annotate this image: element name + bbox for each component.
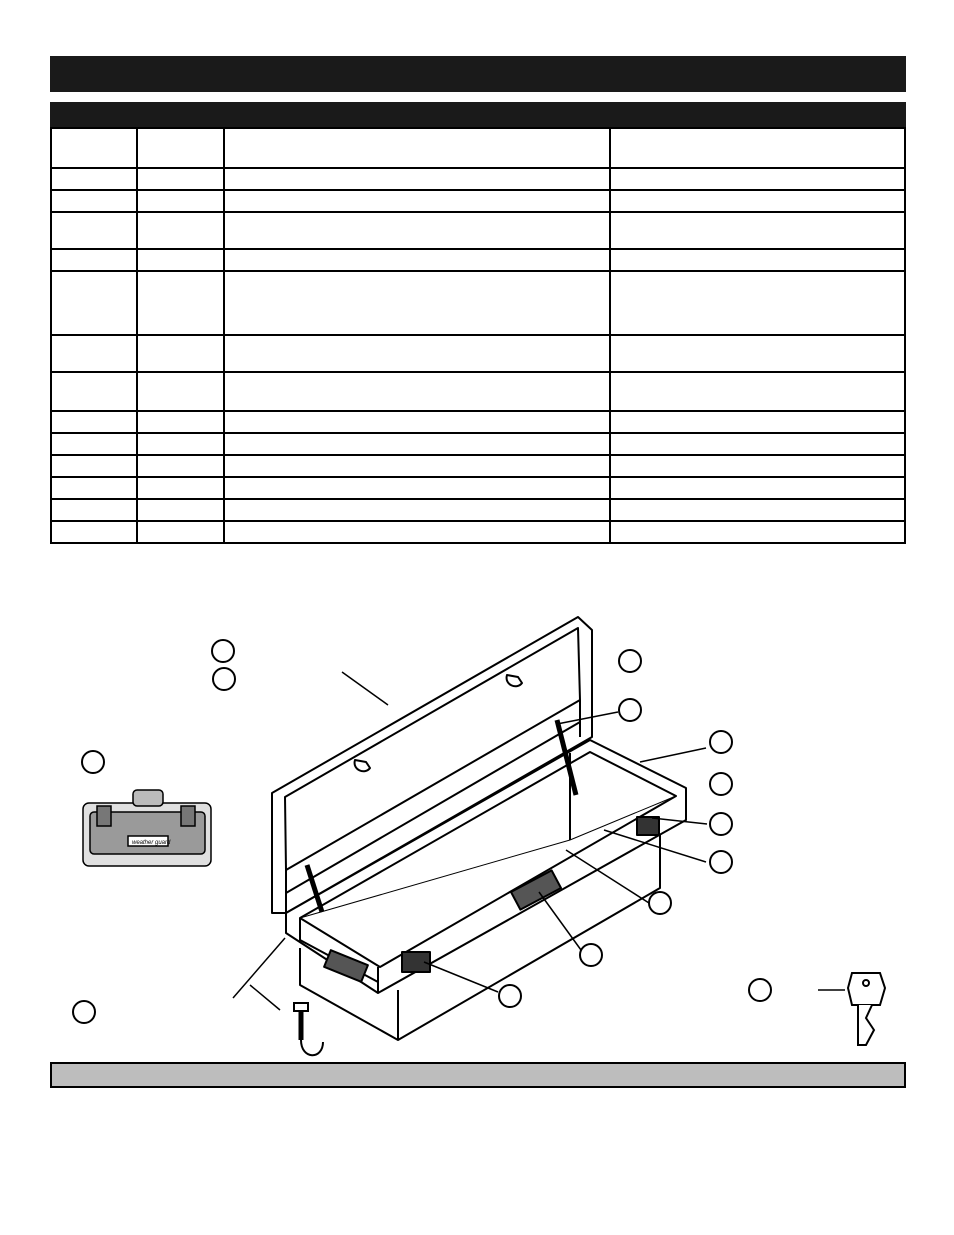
callout-marker	[619, 650, 641, 672]
table-row	[51, 372, 905, 411]
table-cell	[137, 190, 223, 212]
callout-circle	[619, 650, 641, 672]
table-cell	[610, 477, 905, 499]
callout-circle	[580, 944, 602, 966]
table-cell	[224, 372, 610, 411]
table-cell	[137, 168, 223, 190]
table-cell	[224, 433, 610, 455]
table-cell	[51, 372, 137, 411]
table-row	[51, 455, 905, 477]
callout-circle	[619, 699, 641, 721]
toolbox-exploded-diagram	[0, 590, 954, 1060]
table-cell	[51, 168, 137, 190]
table-cell	[224, 271, 610, 335]
table-row	[51, 271, 905, 335]
table-cell	[224, 190, 610, 212]
table-cell	[224, 477, 610, 499]
table-cell	[137, 212, 223, 249]
callout-marker	[710, 813, 732, 835]
table-cell	[137, 477, 223, 499]
table-cell	[137, 128, 223, 168]
table-cell	[51, 190, 137, 212]
callout-circle	[213, 668, 235, 690]
table-cell	[137, 335, 223, 372]
callout-circle	[499, 985, 521, 1007]
table-cell	[224, 212, 610, 249]
table-cell	[610, 521, 905, 543]
table-cell	[610, 372, 905, 411]
table-cell	[137, 372, 223, 411]
table-cell	[51, 433, 137, 455]
callout-marker	[649, 892, 671, 914]
table-cell	[610, 433, 905, 455]
table-cell	[224, 455, 610, 477]
table-cell	[610, 212, 905, 249]
callout-circle	[82, 751, 104, 773]
table-row	[51, 168, 905, 190]
table-cell	[51, 411, 137, 433]
tool-tray-icon	[83, 790, 211, 866]
table-row	[51, 249, 905, 271]
table-cell	[224, 249, 610, 271]
table-cell	[610, 455, 905, 477]
callout-marker	[213, 668, 235, 690]
table-cell	[137, 455, 223, 477]
tool-tray-brand-label: weather guard	[132, 840, 171, 846]
table-cell	[51, 521, 137, 543]
table-row	[51, 128, 905, 168]
table-row	[51, 212, 905, 249]
parts-list-table	[50, 127, 906, 544]
table-cell	[137, 499, 223, 521]
table-cell	[137, 249, 223, 271]
callout-circle	[710, 813, 732, 835]
table-row	[51, 190, 905, 212]
callout-marker	[749, 979, 771, 1001]
table-cell	[137, 271, 223, 335]
table-cell	[224, 521, 610, 543]
callout-circle	[749, 979, 771, 1001]
j-bolt-icon	[294, 1003, 323, 1055]
table-row	[51, 433, 905, 455]
callout-marker	[82, 751, 104, 773]
table-row	[51, 411, 905, 433]
callout-circle	[649, 892, 671, 914]
callout-marker	[73, 1001, 95, 1023]
callout-marker	[499, 985, 521, 1007]
table-cell	[51, 249, 137, 271]
table-cell	[224, 168, 610, 190]
callout-circle	[710, 773, 732, 795]
callout-marker	[710, 731, 732, 753]
callout-marker	[710, 773, 732, 795]
table-cell	[224, 128, 610, 168]
table-cell	[610, 411, 905, 433]
table-cell	[51, 271, 137, 335]
callout-circle	[73, 1001, 95, 1023]
table-cell	[137, 521, 223, 543]
table-cell	[610, 271, 905, 335]
table-cell	[51, 212, 137, 249]
table-cell	[51, 128, 137, 168]
table-row	[51, 521, 905, 543]
callout-marker	[580, 944, 602, 966]
table-cell	[610, 168, 905, 190]
table-cell	[610, 128, 905, 168]
table-row	[51, 477, 905, 499]
table-cell	[224, 335, 610, 372]
callout-circle	[710, 851, 732, 873]
front-latch-right	[637, 817, 659, 835]
table-cell	[610, 190, 905, 212]
callout-marker	[212, 640, 234, 662]
table-cell	[224, 499, 610, 521]
table-cell	[51, 499, 137, 521]
key-icon	[848, 973, 885, 1045]
table-row	[51, 335, 905, 372]
table-cell	[137, 411, 223, 433]
table-cell	[137, 433, 223, 455]
table-cell	[610, 249, 905, 271]
table-cell	[51, 335, 137, 372]
table-row	[51, 499, 905, 521]
table-cell	[224, 411, 610, 433]
footer-note	[50, 1062, 906, 1088]
table-cell	[610, 499, 905, 521]
table-cell	[51, 477, 137, 499]
callout-marker	[619, 699, 641, 721]
parts-table-header	[50, 102, 906, 127]
section-title-bar	[50, 56, 906, 92]
callout-marker	[710, 851, 732, 873]
table-cell	[610, 335, 905, 372]
callout-circle	[710, 731, 732, 753]
callout-circle	[212, 640, 234, 662]
table-cell	[51, 455, 137, 477]
